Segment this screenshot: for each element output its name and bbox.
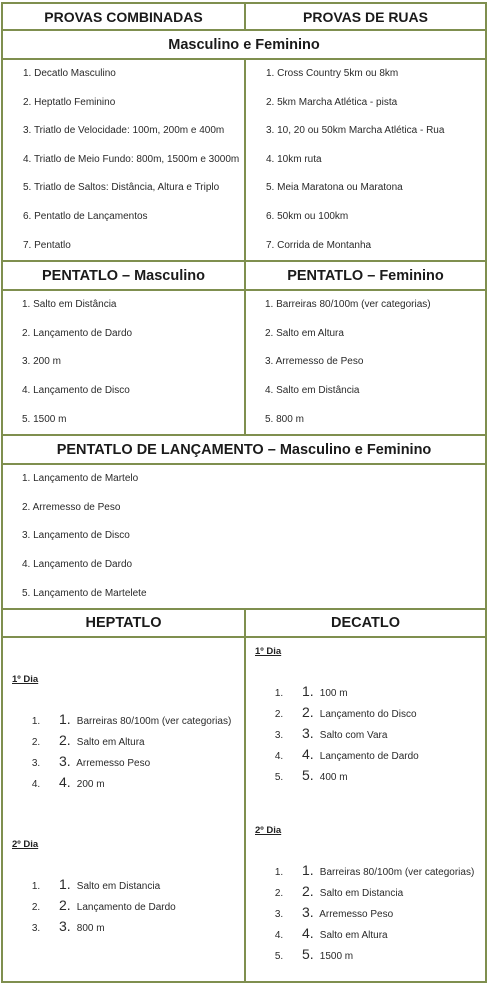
events-table (1, 2, 487, 983)
heptatlo-day2-item (43, 874, 244, 895)
header-combined: PROVAS COMBINADAS (2, 3, 245, 30)
combined-item: 7. Pentatlo (23, 239, 71, 251)
combined-list (3, 60, 244, 260)
road-item: 3. 10, 20 ou 50km Marcha Atlética - Rua (266, 125, 445, 137)
heptatlo-day1-item (43, 772, 244, 793)
decatlo-day1-item (286, 744, 485, 765)
item-number: 5. (302, 946, 314, 963)
pent-fem-item: 2. Salto em Altura (265, 327, 344, 339)
header-masc-fem: Masculino e Feminino (2, 30, 486, 59)
decatlo-day1-item (286, 723, 485, 744)
combined-item: 4. Triatlo de Meio Fundo: 800m, 1500m e 3000m (23, 153, 240, 165)
heptatlo-day1-list (3, 709, 244, 793)
roads-cell (245, 59, 486, 261)
item-number: 2. (302, 883, 314, 900)
pent-masc-item: 5. 1500 m (22, 413, 67, 425)
decatlo-day1-list (246, 681, 485, 786)
item-number: 1. (59, 876, 71, 893)
item-text: 200 m (74, 779, 105, 791)
pent-fem-item: 4. Salto em Distância (265, 384, 360, 396)
decatlo-day1-title: 1º Dia (255, 646, 282, 658)
road-item: 4. 10km ruta (266, 153, 322, 165)
item-number: 3. (59, 918, 71, 935)
road-item: 2. 5km Marcha Atlética - pista (266, 96, 398, 108)
decatlo-day1-item (286, 765, 485, 786)
heptatlo-day2-list (3, 874, 244, 937)
heptatlo-day2-item (43, 895, 244, 916)
pent-masc-list (3, 291, 244, 434)
item-number: 1. (302, 862, 314, 879)
heptatlo-day2-title: 2º Dia (12, 839, 39, 851)
pent-fem-list (246, 291, 485, 434)
decatlo-day2-item (286, 881, 485, 902)
header-pent-fem: PENTATLO – Feminino (245, 261, 486, 290)
item-text: Salto em Altura (74, 737, 145, 749)
combined-item: 6. Pentatlo de Lançamentos (23, 210, 148, 222)
item-number: 4. (59, 774, 71, 791)
pent-masc-item: 3. 200 m (22, 356, 61, 368)
item-text: Lançamento do Disco (317, 709, 417, 721)
header-heptatlo: HEPTATLO (2, 609, 245, 637)
item-text: Salto em Altura (317, 930, 388, 942)
decatlo-day2-list (246, 860, 485, 965)
heptatlo-day1-item (43, 709, 244, 730)
item-number: 2. (302, 704, 314, 721)
combined-cell (2, 59, 245, 261)
pent-lanc-item: 4. Lançamento de Dardo (22, 558, 133, 570)
item-text: 800 m (74, 923, 105, 935)
pent-masc-item: 4. Lançamento de Disco (22, 384, 130, 396)
item-text: 100 m (317, 688, 348, 700)
item-number: 3. (59, 753, 71, 770)
pent-masc-item: 2. Lançamento de Dardo (22, 327, 133, 339)
item-text: Arremesso Peso (317, 909, 394, 921)
item-number: 4. (302, 746, 314, 763)
item-text: Salto em Distancia (317, 888, 404, 900)
item-text: Lançamento de Dardo (317, 751, 419, 763)
pent-lanc-item: 3. Lançamento de Disco (22, 530, 130, 542)
roads-list (246, 60, 485, 260)
item-number: 2. (59, 732, 71, 749)
pent-lanc-list (3, 465, 485, 608)
pent-fem-item: 1. Barreiras 80/100m (ver categorias) (265, 299, 431, 311)
pent-lanc-item: 5. Lançamento de Martelete (22, 587, 147, 599)
item-number: 1. (302, 683, 314, 700)
decatlo-day2-item (286, 902, 485, 923)
road-item: 7. Corrida de Montanha (266, 239, 372, 251)
header-pent-lanc: PENTATLO DE LANÇAMENTO – Masculino e Feminino (2, 435, 486, 464)
item-text: Arremesso Peso (74, 758, 151, 770)
item-text: Lançamento de Dardo (74, 902, 176, 914)
decatlo-day2-item (286, 944, 485, 965)
item-number: 2. (59, 897, 71, 914)
pent-lanc-item: 1. Lançamento de Martelo (22, 473, 139, 485)
header-roads: PROVAS DE RUAS (245, 3, 486, 30)
item-text: 400 m (317, 772, 348, 784)
item-number: 1. (59, 711, 71, 728)
road-item: 6. 50km ou 100km (266, 210, 349, 222)
item-text: Salto em Distancia (74, 881, 161, 893)
item-text: Salto com Vara (317, 730, 388, 742)
item-text: Barreiras 80/100m (ver categorias) (317, 867, 475, 879)
decatlo-day1-item (286, 702, 485, 723)
decatlo-cell (245, 637, 486, 982)
item-text: Barreiras 80/100m (ver categorias) (74, 716, 232, 728)
item-number: 3. (302, 725, 314, 742)
decatlo-day1-item (286, 681, 485, 702)
heptatlo-day1-item (43, 751, 244, 772)
header-decatlo: DECATLO (245, 609, 486, 637)
item-number: 3. (302, 904, 314, 921)
road-item: 1. Cross Country 5km ou 8km (266, 68, 399, 79)
item-number: 4. (302, 925, 314, 942)
combined-item: 1. Decatlo Masculino (23, 68, 116, 79)
pent-fem-item: 3. Arremesso de Peso (265, 356, 364, 368)
pent-masc-item: 1. Salto em Distância (22, 299, 117, 311)
decatlo-day2-title: 2º Dia (255, 825, 282, 837)
combined-item: 3. Triatlo de Velocidade: 100m, 200m e 400m (23, 125, 225, 137)
item-number: 5. (302, 767, 314, 784)
combined-item: 5. Triatlo de Saltos: Distância, Altura e Triplo (23, 182, 220, 194)
heptatlo-cell (2, 637, 245, 982)
decatlo-day2-item (286, 860, 485, 881)
combined-item: 2. Heptatlo Feminino (23, 96, 116, 108)
heptatlo-day1-item (43, 730, 244, 751)
road-item: 5. Meia Maratona ou Maratona (266, 182, 403, 194)
heptatlo-day1-title: 1º Dia (12, 674, 39, 686)
item-text: 1500 m (317, 951, 354, 963)
pent-lanc-item: 2. Arremesso de Peso (22, 501, 121, 513)
header-pent-masc: PENTATLO – Masculino (2, 261, 245, 290)
pent-fem-item: 5. 800 m (265, 413, 304, 425)
pent-lanc-cell (2, 464, 486, 609)
pent-fem-cell (245, 290, 486, 435)
pent-masc-cell (2, 290, 245, 435)
